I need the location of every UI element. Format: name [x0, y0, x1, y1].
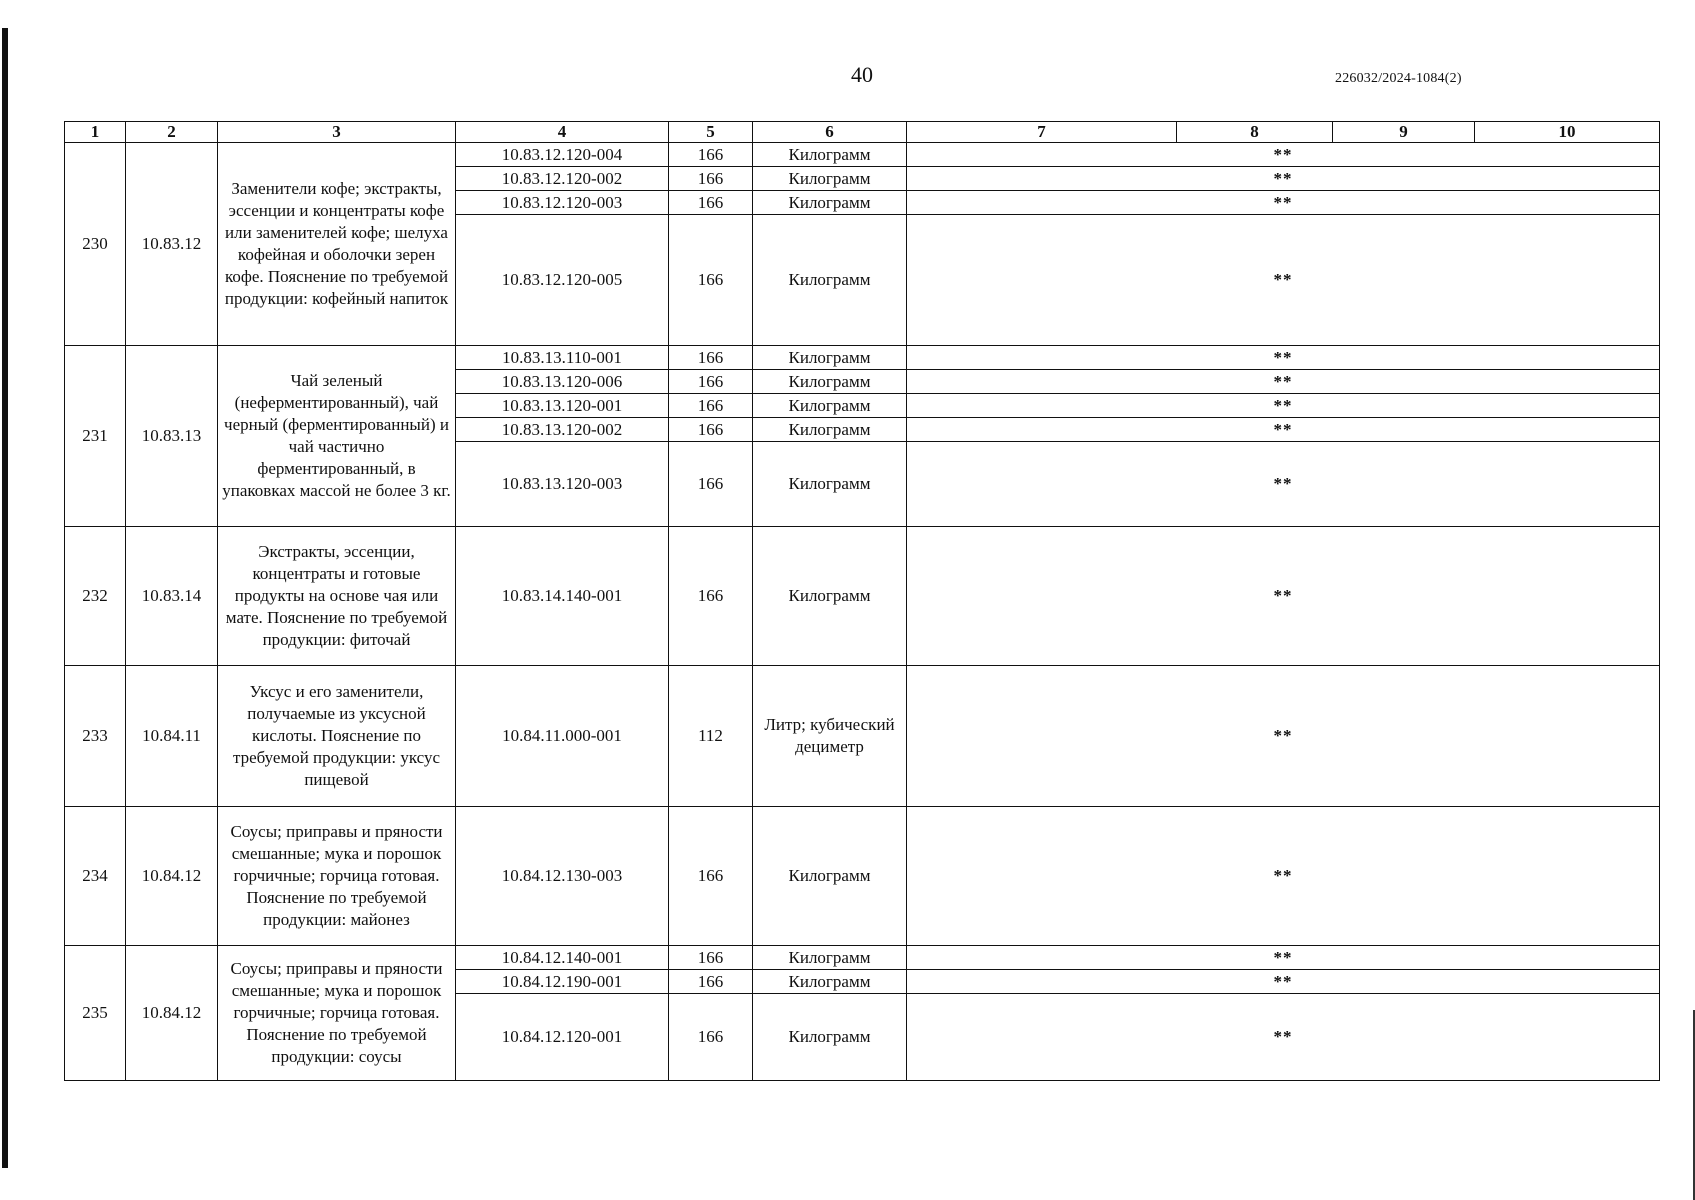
requirement-mark: ** — [907, 143, 1660, 167]
column-header: 3 — [218, 122, 456, 143]
ktru-code: 10.83.12.120-002 — [456, 167, 669, 191]
ktru-code: 10.83.14.140-001 — [456, 527, 669, 666]
table-row — [65, 666, 1660, 807]
okpd-code: 10.83.12 — [126, 143, 218, 346]
ktru-code: 10.83.13.120-001 — [456, 394, 669, 418]
column-header: 1 — [65, 122, 126, 143]
okei-code: 166 — [669, 167, 753, 191]
ktru-code: 10.83.13.110-001 — [456, 346, 669, 370]
column-header: 9 — [1333, 122, 1475, 143]
row-number: 230 — [65, 143, 126, 346]
requirement-mark: ** — [907, 346, 1660, 370]
table-row — [65, 946, 1660, 970]
okei-code: 166 — [669, 370, 753, 394]
ktru-code: 10.83.12.120-005 — [456, 215, 669, 346]
requirement-mark: ** — [907, 167, 1660, 191]
column-header: 2 — [126, 122, 218, 143]
unit-name: Килограмм — [753, 442, 907, 527]
product-description: Экстракты, эссенции, концентраты и готовые продукты на основе чая или мате. Пояснение по требуемой продукции: фиточай — [218, 527, 456, 666]
unit-name: Килограмм — [753, 946, 907, 970]
ktru-code: 10.83.12.120-004 — [456, 143, 669, 167]
okpd-code: 10.83.13 — [126, 346, 218, 527]
unit-name: Килограмм — [753, 143, 907, 167]
unit-name: Литр; кубический дециметр — [753, 666, 907, 807]
requirement-mark: ** — [907, 370, 1660, 394]
requirement-mark: ** — [907, 946, 1660, 970]
okei-code: 166 — [669, 807, 753, 946]
unit-name: Килограмм — [753, 807, 907, 946]
requirement-mark: ** — [907, 666, 1660, 807]
okei-code: 166 — [669, 215, 753, 346]
unit-name: Килограмм — [753, 418, 907, 442]
row-number: 233 — [65, 666, 126, 807]
okei-code: 166 — [669, 527, 753, 666]
okpd-code: 10.84.12 — [126, 807, 218, 946]
okpd-code: 10.84.11 — [126, 666, 218, 807]
ktru-code: 10.83.13.120-002 — [456, 418, 669, 442]
requirement-mark: ** — [907, 191, 1660, 215]
ktru-code: 10.83.13.120-006 — [456, 370, 669, 394]
page-number: 40 — [851, 62, 873, 87]
okei-code: 166 — [669, 191, 753, 215]
table-row — [65, 143, 1660, 167]
unit-name: Килограмм — [753, 215, 907, 346]
requirement-mark: ** — [907, 807, 1660, 946]
unit-name: Килограмм — [753, 191, 907, 215]
document-code: 226032/2024-1084(2) — [1335, 71, 1462, 86]
ktru-code: 10.84.11.000-001 — [456, 666, 669, 807]
ktru-code: 10.84.12.120-001 — [456, 994, 669, 1081]
okei-code: 166 — [669, 946, 753, 970]
okei-code: 166 — [669, 994, 753, 1081]
ktru-code: 10.84.12.190-001 — [456, 970, 669, 994]
okei-code: 166 — [669, 143, 753, 167]
column-number-row — [65, 122, 1660, 143]
ktru-code: 10.83.13.120-003 — [456, 442, 669, 527]
product-description: Соусы; приправы и пряности смешанные; мука и порошок горчичные; горчица готовая. Пояснение по требуемой продукции: соусы — [218, 946, 456, 1081]
unit-name: Килограмм — [753, 527, 907, 666]
okei-code: 112 — [669, 666, 753, 807]
requirement-mark: ** — [907, 418, 1660, 442]
column-header: 8 — [1177, 122, 1333, 143]
okei-code: 166 — [669, 418, 753, 442]
requirement-mark: ** — [907, 970, 1660, 994]
table-row — [65, 807, 1660, 946]
ktru-code: 10.84.12.140-001 — [456, 946, 669, 970]
okpd-code: 10.84.12 — [126, 946, 218, 1081]
okpd-code: 10.83.14 — [126, 527, 218, 666]
product-description: Чай зеленый (неферментированный), чай черный (ферментированный) и чай частично ферментированный, в упаковках массой не более 3 кг. — [218, 346, 456, 527]
column-header: 7 — [907, 122, 1177, 143]
products-table — [64, 121, 1660, 1081]
okei-code: 166 — [669, 970, 753, 994]
okei-code: 166 — [669, 346, 753, 370]
product-description: Заменители кофе; экстракты, эссенции и концентраты кофе или заменителей кофе; шелуха кофейная и оболочки зерен кофе. Пояснение по требуемой продукции: кофейный напиток — [218, 143, 456, 346]
unit-name: Килограмм — [753, 994, 907, 1081]
requirement-mark: ** — [907, 994, 1660, 1081]
product-description: Соусы; приправы и пряности смешанные; мука и порошок горчичные; горчица готовая. Пояснение по требуемой продукции: майонез — [218, 807, 456, 946]
row-number: 235 — [65, 946, 126, 1081]
row-number: 232 — [65, 527, 126, 666]
unit-name: Килограмм — [753, 394, 907, 418]
product-description: Уксус и его заменители, получаемые из уксусной кислоты. Пояснение по требуемой продукции: уксус пищевой — [218, 666, 456, 807]
row-number: 231 — [65, 346, 126, 527]
scan-edge-mark — [2, 28, 8, 1168]
okei-code: 166 — [669, 394, 753, 418]
table-row — [65, 527, 1660, 666]
table-row — [65, 346, 1660, 370]
ktru-code: 10.83.12.120-003 — [456, 191, 669, 215]
column-header: 10 — [1475, 122, 1660, 143]
requirement-mark: ** — [907, 527, 1660, 666]
ktru-code: 10.84.12.130-003 — [456, 807, 669, 946]
okei-code: 166 — [669, 442, 753, 527]
unit-name: Килограмм — [753, 370, 907, 394]
unit-name: Килограмм — [753, 970, 907, 994]
requirement-mark: ** — [907, 215, 1660, 346]
column-header: 5 — [669, 122, 753, 143]
unit-name: Килограмм — [753, 167, 907, 191]
requirement-mark: ** — [907, 394, 1660, 418]
column-header: 6 — [753, 122, 907, 143]
column-header: 4 — [456, 122, 669, 143]
unit-name: Килограмм — [753, 346, 907, 370]
row-number: 234 — [65, 807, 126, 946]
requirement-mark: ** — [907, 442, 1660, 527]
